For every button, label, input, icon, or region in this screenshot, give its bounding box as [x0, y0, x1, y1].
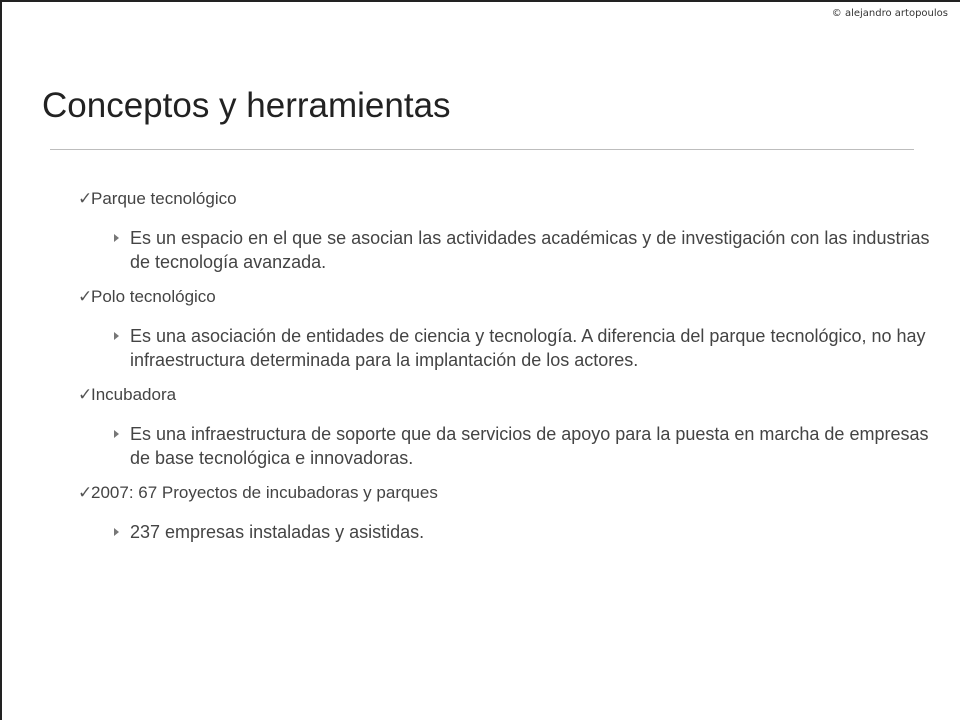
title-divider [50, 149, 914, 150]
checkmark-icon: ✓ [78, 483, 93, 502]
sub-bullet-text: Es un espacio en el que se asocian las actividades académicas y de investigación con las industrias de tecnología avanzada. [130, 228, 930, 272]
bullet-label: Incubadora [91, 385, 177, 404]
sub-bullet [107, 324, 948, 372]
bullet-label: 2007: 67 Proyectos de incubadoras y parques [91, 483, 438, 502]
triangle-bullet-icon [114, 430, 119, 438]
copyright-credit: © alejandro artopoulos [831, 8, 948, 19]
bullet-item [78, 286, 948, 308]
checkmark-icon: ✓ [78, 189, 93, 208]
bullet-label: Parque tecnológico [91, 189, 237, 208]
checkmark-icon: ✓ [78, 287, 93, 306]
bullet-item [78, 482, 948, 504]
sub-bullet [107, 422, 948, 470]
sub-bullet-text: Es una asociación de entidades de ciencia y tecnología. A diferencia del parque tecnológico, no hay infraestructura determinada para la implantación de los actores. [130, 326, 926, 370]
slide-title: Conceptos y herramientas [42, 86, 451, 125]
sub-bullet-text: 237 empresas instaladas y asistidas. [130, 522, 425, 542]
bullet-item [78, 188, 948, 210]
checkmark-icon: ✓ [78, 385, 93, 404]
bullet-item [78, 384, 948, 406]
triangle-bullet-icon [114, 528, 119, 536]
triangle-bullet-icon [114, 234, 119, 242]
sub-bullet [107, 226, 948, 274]
bullet-label: Polo tecnológico [91, 287, 216, 306]
sub-bullet-text: Es una infraestructura de soporte que da servicios de apoyo para la puesta en marcha de empresas de base tecnológica e innovadoras. [130, 424, 929, 468]
triangle-bullet-icon [114, 332, 119, 340]
bullet-list [78, 188, 948, 556]
sub-bullet [107, 520, 948, 544]
